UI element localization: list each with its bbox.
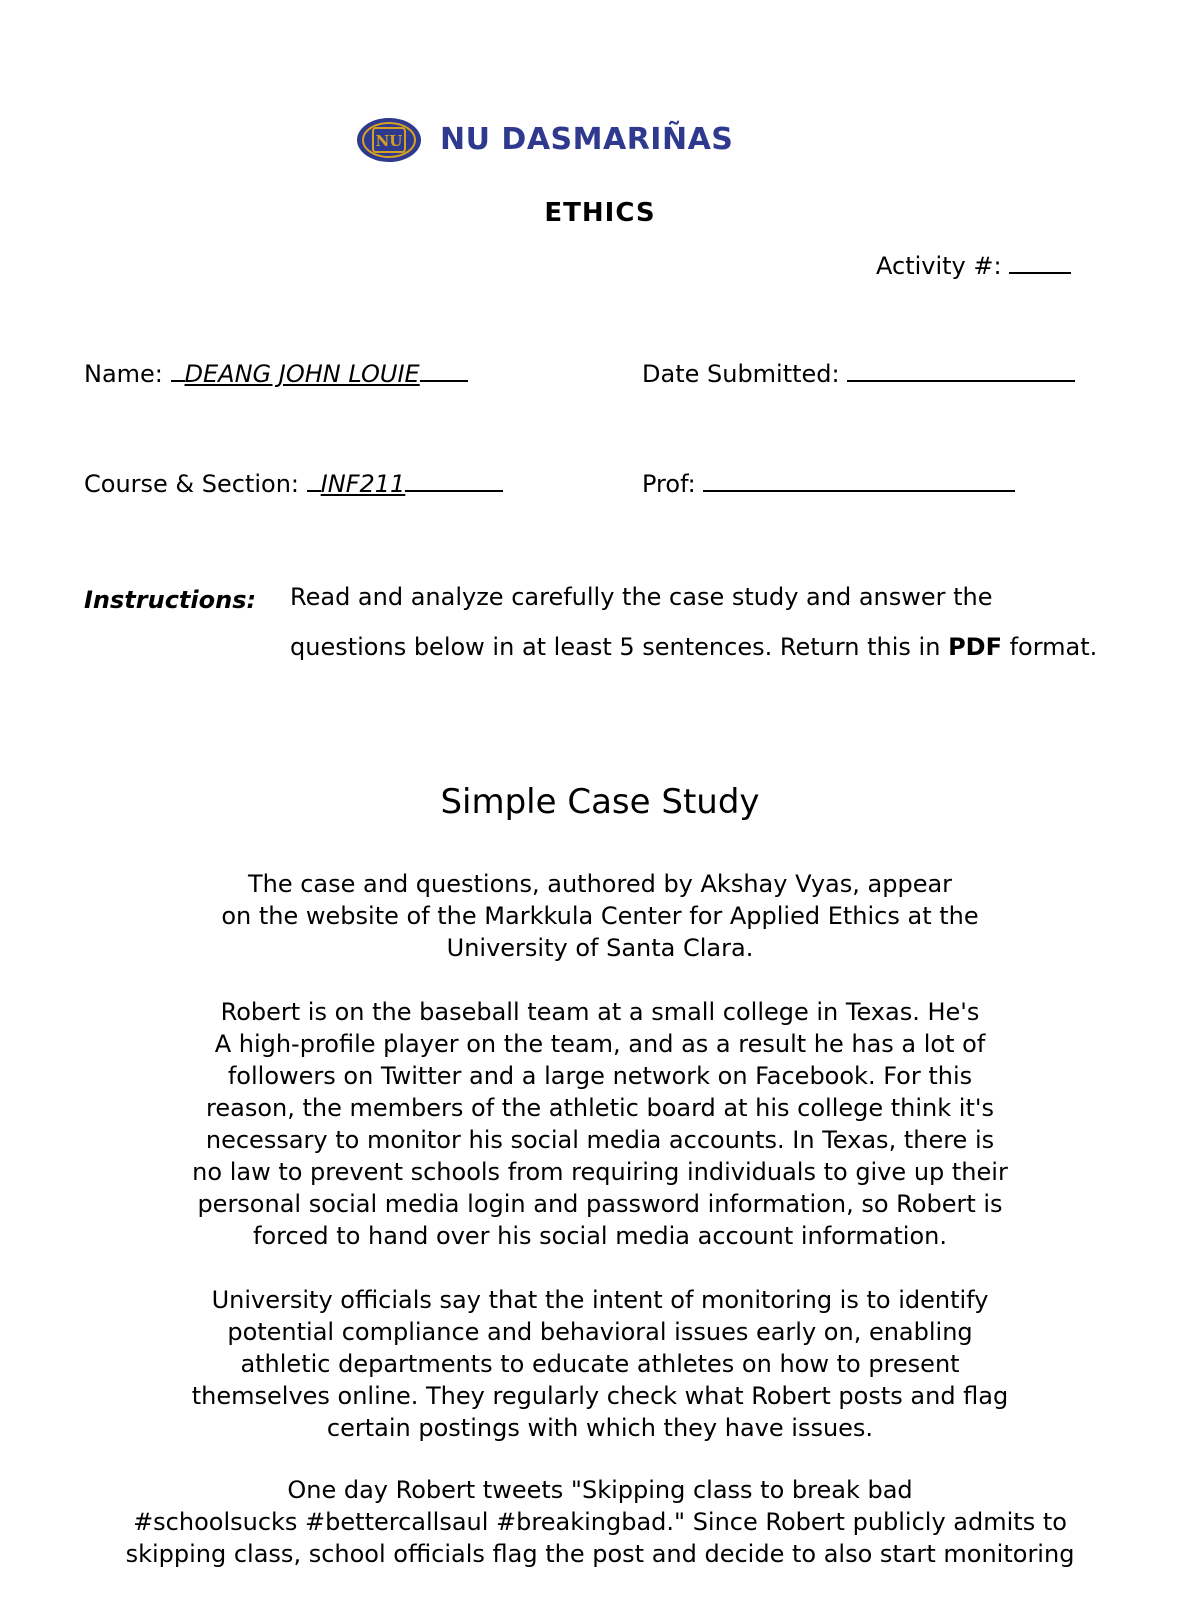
prof-label: Prof: [642, 470, 696, 498]
activity-label: Activity #: [876, 252, 1002, 280]
paragraph-line: University officials say that the intent of monitoring is to identify [211, 1286, 989, 1314]
attribution-line: on the website of the Markkula Center for Applied Ethics at the [221, 902, 979, 930]
name-underline-tail [420, 360, 468, 382]
case-paragraph-2 [100, 1284, 1100, 1444]
paragraph-line: no law to prevent schools from requiring individuals to give up their [192, 1158, 1008, 1186]
case-paragraph-1 [100, 996, 1100, 1252]
paragraph-line: potential compliance and behavioral issues early on, enabling [227, 1318, 973, 1346]
instructions-pdf: PDF [948, 633, 1002, 661]
paragraph-line: followers on Twitter and a large network on Facebook. For this [227, 1062, 973, 1090]
attribution-line: The case and questions, authored by Akshay Vyas, appear [247, 870, 953, 898]
paragraph-line: A high-profile player on the team, and as a result he has a lot of [214, 1030, 986, 1058]
attribution-line: University of Santa Clara. [446, 934, 754, 962]
document-title: ETHICS [544, 198, 656, 228]
paragraph-line: Robert is on the baseball team at a small college in Texas. He's [220, 998, 980, 1026]
course-underline-tail [405, 470, 503, 492]
paragraph-line: personal social media login and password information, so Robert is [197, 1190, 1003, 1218]
name-label: Name: [84, 360, 163, 388]
course-section-field [84, 470, 503, 496]
school-seal-icon [356, 117, 422, 163]
name-underline-lead [171, 360, 185, 382]
date-submitted-label: Date Submitted: [642, 360, 840, 388]
case-paragraph-3 [100, 1474, 1100, 1570]
paragraph-line: skipping class, school officials flag the post and decide to also start monitoring [125, 1540, 1075, 1568]
course-underline-lead [307, 470, 321, 492]
instructions-text-1: Read and analyze carefully the case study and answer the questions below in at least 5 sentences. Return this in [290, 583, 993, 661]
activity-blank[interactable] [1009, 252, 1071, 274]
paragraph-line: #schoolsucks #bettercallsaul #breakingbad." Since Robert publicly admits to [133, 1508, 1067, 1536]
paragraph-line: certain postings with which they have issues. [326, 1414, 874, 1442]
paragraph-line: themselves online. They regularly check what Robert posts and flag [191, 1382, 1009, 1410]
logo-text: NU DASMARIÑAS [440, 122, 734, 157]
case-study-title: Simple Case Study [440, 782, 760, 822]
paragraph-line: athletic departments to educate athletes on how to present [240, 1350, 960, 1378]
name-value[interactable]: DEANG JOHN LOUIE [184, 360, 420, 388]
course-section-label: Course & Section: [84, 470, 300, 498]
course-section-value[interactable]: INF211 [320, 470, 406, 498]
paragraph-line: One day Robert tweets "Skipping class to break bad [287, 1476, 913, 1504]
date-submitted-field [642, 360, 1075, 386]
date-submitted-blank[interactable] [847, 360, 1075, 382]
paragraph-line: necessary to monitor his social media accounts. In Texas, there is [205, 1126, 995, 1154]
activity-field [876, 252, 1071, 278]
instructions-label: Instructions: [84, 586, 257, 614]
name-field [84, 360, 468, 386]
instructions-text [290, 572, 1110, 672]
prof-blank[interactable] [703, 470, 1015, 492]
prof-field [642, 470, 1015, 496]
paragraph-line: reason, the members of the athletic board at his college think it's [206, 1094, 994, 1122]
school-logo [356, 114, 733, 166]
seal-initials: NU [375, 132, 403, 150]
instructions-text-2: format. [1001, 633, 1098, 661]
case-attribution [100, 868, 1100, 964]
paragraph-line: forced to hand over his social media account information. [253, 1222, 947, 1250]
